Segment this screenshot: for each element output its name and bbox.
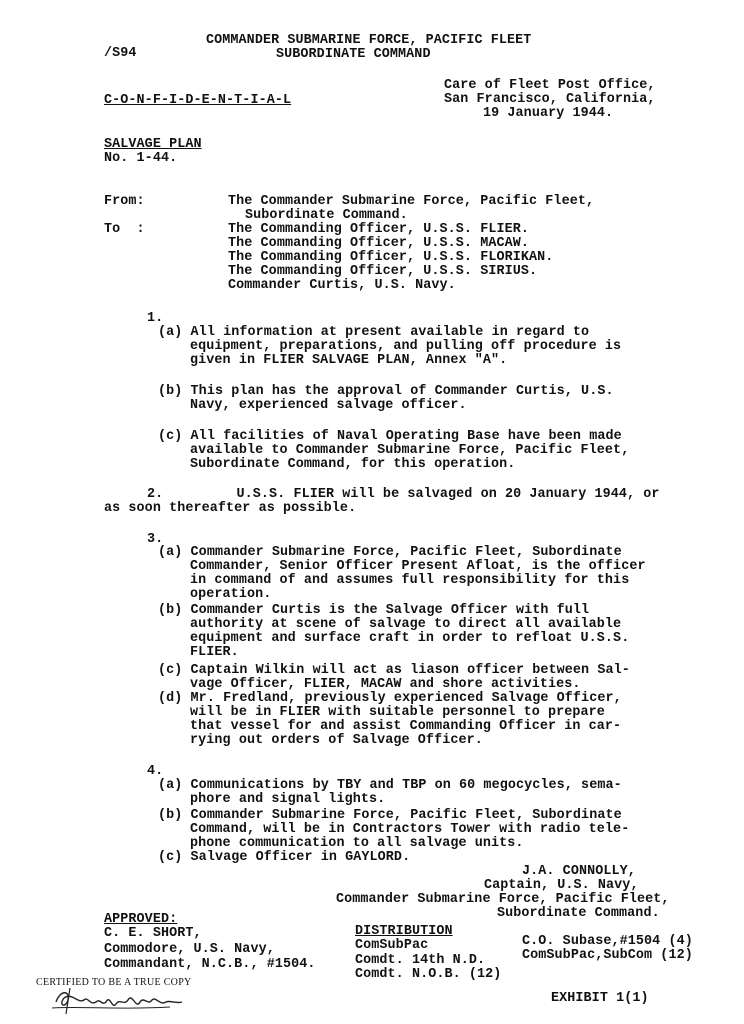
para1-c-line: Subordinate Command, for this operation. xyxy=(190,457,516,472)
to-line: The Commanding Officer, U.S.S. FLIER. xyxy=(228,222,530,237)
distribution-item: Comdt. 14th N.D. xyxy=(355,953,486,968)
para3-a-line: operation. xyxy=(190,587,272,602)
distribution-label: DISTRIBUTION xyxy=(355,924,453,939)
para4-b-line: (b) Commander Submarine Force, Pacific Fleet, Subordinate xyxy=(158,808,622,823)
plan-title: SALVAGE PLAN xyxy=(104,137,202,152)
plan-number: No. 1-44. xyxy=(104,151,178,166)
to-line: Commander Curtis, U.S. Navy. xyxy=(228,278,456,293)
signer-rank: Captain, U.S. Navy, xyxy=(484,878,639,893)
para3-b-line: FLIER. xyxy=(190,645,239,660)
distribution-item: Comdt. N.O.B. (12) xyxy=(355,967,502,982)
para4-b-line: Command, will be in Contractors Tower with radio tele- xyxy=(190,822,630,837)
para3-b-line: (b) Commander Curtis is the Salvage Officer with full xyxy=(158,603,590,618)
distribution-item: ComSubPac xyxy=(355,938,429,953)
para3-d-line: (d) Mr. Fredland, previously experienced Salvage Officer, xyxy=(158,691,622,706)
para3-c-line: (c) Captain Wilkin will act as liason officer between Sal- xyxy=(158,663,630,678)
handwritten-signature xyxy=(50,984,190,1018)
para3-b-line: equipment and surface craft in order to refloat U.S.S. xyxy=(190,631,630,646)
signer-title: Subordinate Command. xyxy=(497,906,660,921)
from-label: From: xyxy=(104,194,145,209)
approved-rank: Commodore, U.S. Navy, xyxy=(104,942,275,957)
para1-c-line: (c) All facilities of Naval Operating Base have been made xyxy=(158,429,622,444)
distribution-item: ComSubPac,SubCom (12) xyxy=(522,948,693,963)
signer-title: Commander Submarine Force, Pacific Fleet, xyxy=(336,892,670,907)
certification-stamp: CERTIFIED TO BE A TRUE COPY xyxy=(36,977,192,988)
classification: C-O-N-F-I-D-E-N-T-I-A-L xyxy=(104,93,292,108)
para3-a-line: Commander, Senior Officer Present Afloat, is the officer xyxy=(190,559,646,574)
para1-a-line: equipment, preparations, and pulling off procedure is xyxy=(190,339,622,354)
para4-a-line: phore and signal lights. xyxy=(190,792,386,807)
para1-c-line: available to Commander Submarine Force, Pacific Fleet, xyxy=(190,443,630,458)
para1-number: 1. xyxy=(147,311,164,326)
para4-c-line: (c) Salvage Officer in GAYLORD. xyxy=(158,850,411,865)
to-line: The Commanding Officer, U.S.S. MACAW. xyxy=(228,236,530,251)
distribution-item: C.O. Subase,#1504 (4) xyxy=(522,934,693,949)
para4-b-line: phone communication to all salvage units. xyxy=(190,836,524,851)
exhibit-label: EXHIBIT 1(1) xyxy=(551,991,649,1006)
para4-a-line: (a) Communications by TBY and TBP on 60 megocycles, sema- xyxy=(158,778,622,793)
to-line: The Commanding Officer, U.S.S. SIRIUS. xyxy=(228,264,538,279)
address-line-2: San Francisco, California, xyxy=(444,92,656,107)
para1-b-line: Navy, experienced salvage officer. xyxy=(190,398,467,413)
para3-d-line: that vessel for and assist Commanding Officer in car- xyxy=(190,719,622,734)
address-line-1: Care of Fleet Post Office, xyxy=(444,78,656,93)
from-line: The Commander Submarine Force, Pacific Fleet, xyxy=(228,194,595,209)
from-line: Subordinate Command. xyxy=(245,208,408,223)
approved-name: C. E. SHORT, xyxy=(104,926,202,941)
signer-name: J.A. CONNOLLY, xyxy=(522,864,636,879)
para2-line: as soon thereafter as possible. xyxy=(104,501,357,516)
para4-number: 4. xyxy=(147,764,164,779)
org-line-2: SUBORDINATE COMMAND xyxy=(276,47,431,62)
approved-label: APPROVED: xyxy=(104,912,178,927)
document-date: 19 January 1944. xyxy=(483,106,614,121)
file-number: /S94 xyxy=(104,46,137,61)
para3-b-line: authority at scene of salvage to direct all available xyxy=(190,617,622,632)
para3-d-line: rying out orders of Salvage Officer. xyxy=(190,733,483,748)
para2-line: 2. U.S.S. FLIER will be salvaged on 20 January 1944, or xyxy=(147,487,660,502)
to-line: The Commanding Officer, U.S.S. FLORIKAN. xyxy=(228,250,554,265)
para3-c-line: vage Officer, FLIER, MACAW and shore activities. xyxy=(190,677,581,692)
org-line-1: COMMANDER SUBMARINE FORCE, PACIFIC FLEET xyxy=(206,33,532,48)
para3-number: 3. xyxy=(147,532,164,547)
to-label: To : xyxy=(104,222,145,237)
para1-b-line: (b) This plan has the approval of Commander Curtis, U.S. xyxy=(158,384,614,399)
approved-title: Commandant, N.C.B., #1504. xyxy=(104,957,316,972)
para1-a-line: given in FLIER SALVAGE PLAN, Annex "A". xyxy=(190,353,508,368)
para3-a-line: in command of and assumes full responsibility for this xyxy=(190,573,630,588)
para3-d-line: will be in FLIER with suitable personnel to prepare xyxy=(190,705,605,720)
para1-a-line: (a) All information at present available in regard to xyxy=(158,325,590,340)
para3-a-line: (a) Commander Submarine Force, Pacific Fleet, Subordinate xyxy=(158,545,622,560)
